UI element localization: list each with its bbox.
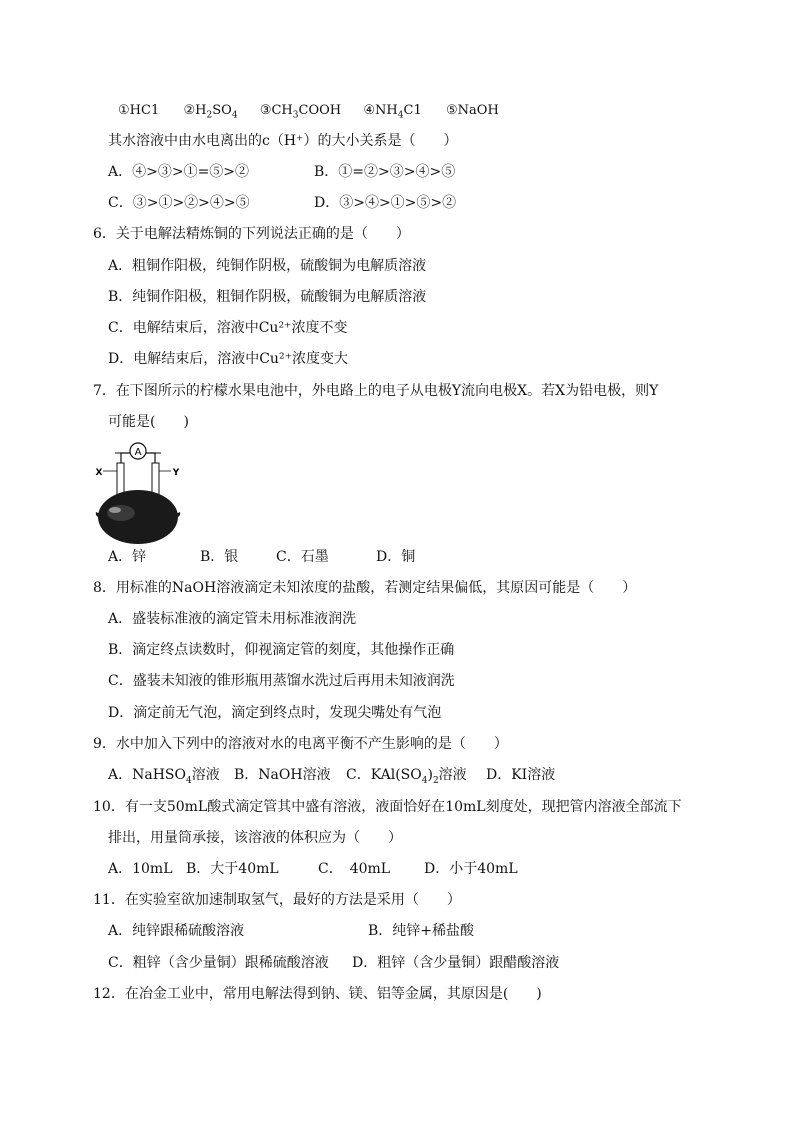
q8-stem: 8．用标准的NaOH溶液滴定未知浓度的盐酸，若测定结果偏低，其原因可能是（ ） <box>93 580 637 596</box>
compound-5: ⑤NaOH <box>446 103 499 118</box>
q7-stem-line2: 可能是( ) <box>108 414 189 430</box>
compound-1: ①HC1 <box>118 103 160 118</box>
q5-option-a: A．④>③>①=⑤>② <box>108 164 250 180</box>
q6-option-a: A．粗铜作阳极，纯铜作阴极，硫酸铜为电解质溶液 <box>108 258 427 274</box>
lemon-battery-figure <box>93 433 183 545</box>
compound-4: $④NH_4C1$ <box>363 103 422 121</box>
q9-option-d: D．KI溶液 <box>486 767 556 783</box>
compound-2: $②H_2SO_4$ <box>183 103 238 121</box>
q9-option-b: B．NaOH溶液 <box>234 767 331 783</box>
q5-option-c: C．③>①>②>④>⑤ <box>108 195 250 211</box>
q11-option-b: B．纯锌+稀盐酸 <box>368 923 475 939</box>
q10-stem-line2: 排出，用量筒承接，该溶液的体积应为（ ） <box>108 830 402 846</box>
q9-option-c: C．$KAl(SO_4)_2$溶液 <box>346 767 467 786</box>
q5-option-b: B．①=②>③>④>⑤ <box>314 164 456 180</box>
electrode-x-label: X <box>95 468 103 478</box>
q7-option-c: C．石墨 <box>276 549 329 565</box>
q7-option-a: A．锌 <box>108 549 147 565</box>
q7-option-d: D．铜 <box>376 549 416 565</box>
q5-stem: 其水溶液中由水电离出的c（H⁺）的大小关系是（ ） <box>108 133 458 149</box>
q6-option-d: D．电解结束后，溶液中Cu²⁺浓度变大 <box>108 351 348 367</box>
q9-stem: 9．水中加入下列中的溶液对水的电离平衡不产生影响的是（ ） <box>93 736 508 752</box>
q8-option-b: B．滴定终点读数时，仰视滴定管的刻度，其他操作正确 <box>108 642 455 658</box>
q5-option-d: D．③>④>①>⑤>② <box>314 195 457 211</box>
q12-stem: 12．在冶金工业中，常用电解法得到钠、镁、铝等金属，其原因是( ) <box>93 986 542 1002</box>
q8-option-a: A．盛装标准液的滴定管未用标准液润洗 <box>108 611 357 627</box>
q6-option-b: B．纯铜作阳极，粗铜作阴极，硫酸铜为电解质溶液 <box>108 289 427 305</box>
q10-option-b: B．大于40mL <box>186 861 279 877</box>
q10-stem-line1: 10．有一支50mL酸式滴定管其中盛有溶液，液面恰好在10mL刻度处，现把管内溶液全部流下 <box>93 799 682 815</box>
q10-option-d: D．小于40mL <box>424 861 518 877</box>
q9-option-a: A．NaHSO$_4$溶液 <box>108 767 220 786</box>
q6-stem: 6．关于电解法精炼铜的下列说法正确的是（ ） <box>93 226 410 242</box>
compound-3: $③CH_3COOH$ <box>259 103 342 121</box>
q6-option-c: C．电解结束后，溶液中Cu²⁺浓度不变 <box>108 320 348 336</box>
q5-compounds <box>118 101 499 126</box>
electrode-y-label: Y <box>172 468 180 478</box>
q11-stem: 11．在实验室欲加速制取氢气，最好的方法是采用（ ） <box>93 892 461 908</box>
q8-option-d: D．滴定前无气泡，滴定到终点时，发现尖嘴处有气泡 <box>108 705 442 721</box>
q7-stem-line1: 7．在下图所示的柠檬水果电池中，外电路上的电子从电极Y流向电极X。若X为铅电极，则Y <box>93 383 659 399</box>
q7-option-b: B．银 <box>200 549 239 565</box>
q11-option-c: C．粗锌（含少量铜）跟稀硫酸溶液 <box>108 955 329 971</box>
q8-option-c: C．盛装未知液的锥形瓶用蒸馏水洗过后再用未知液润洗 <box>108 673 455 689</box>
ammeter-label: A <box>134 447 142 458</box>
q11-option-a: A．纯锌跟稀硫酸溶液 <box>108 923 245 939</box>
q10-option-c: C． 40mL <box>318 861 391 877</box>
q11-option-d: D．粗锌（含少量铜）跟醋酸溶液 <box>352 955 560 971</box>
q10-option-a: A．10mL <box>108 861 173 877</box>
